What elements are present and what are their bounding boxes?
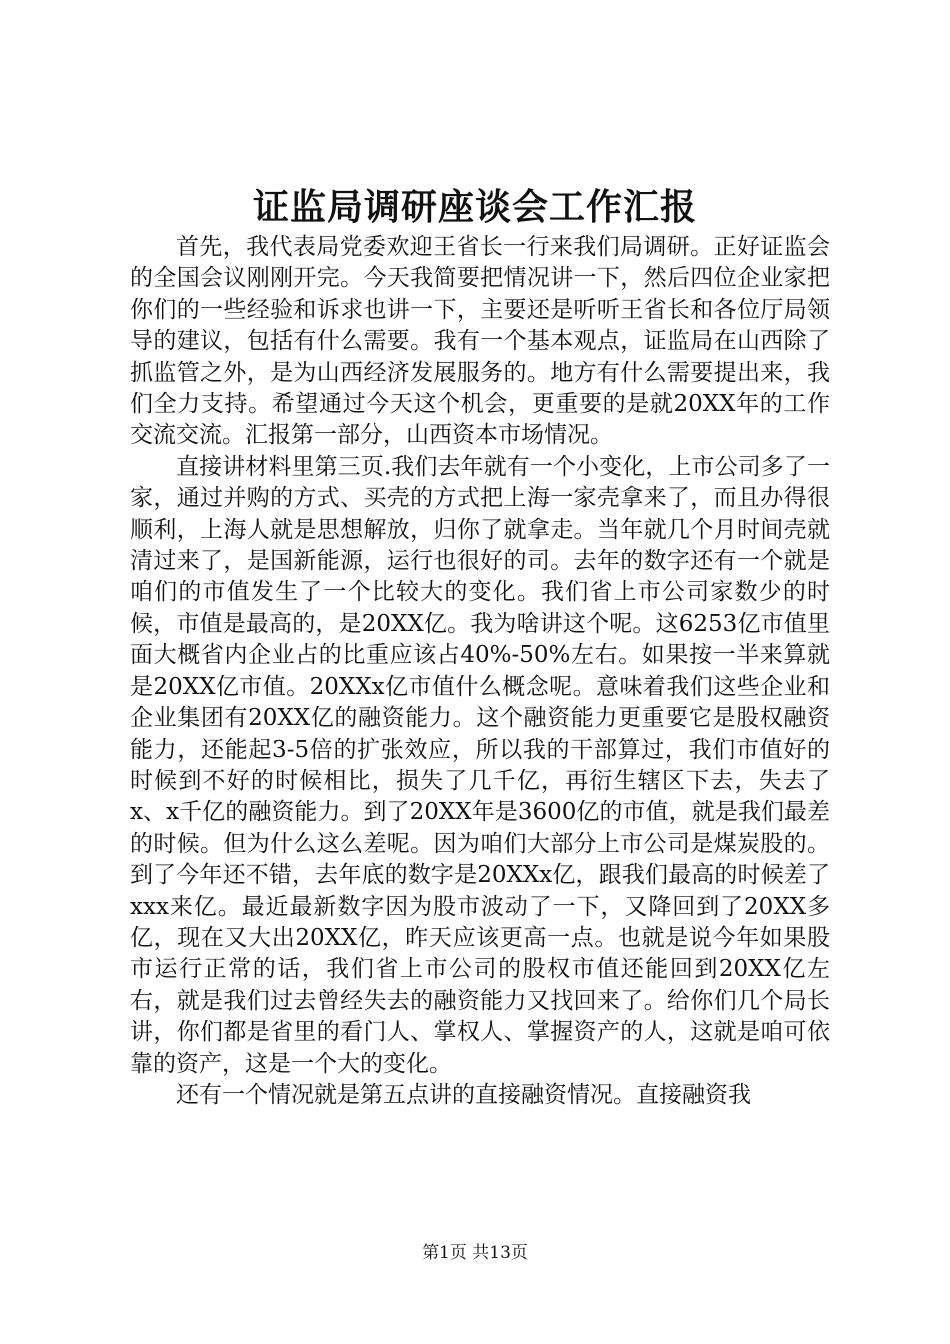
- paragraph-2: 直接讲材料里第三页.我们去年就有一个小变化，上市公司多了一家，通过并购的方式、买壳的方式把上海一家壳拿来了，而且办得很顺利，上海人就是思想解放，归你了就拿走。当年就几个月时间壳就清过来了，是国新能源，运行也很好的司。去年的数字还有一个就是咱们的市值发生了一个比较大的变化。我们省上市公司家数少的时候，市值是最高的，是20XX亿。我为啥讲这个呢。这6253亿市值里面大概省内企业占的比重应该占40%-50%左右。如果按一半来算就是20XX亿市值。20XXx亿市值什么概念呢。意味着我们这些企业和企业集团有20XX亿的融资能力。这个融资能力更重要它是股权融资能力，还能起3-5倍的扩张效应，所以我的干部算过，我们市值好的时候到不好的时候相比，损失了几千亿，再衍生辖区下去，失去了x、x千亿的融资能力。到了20XX年是3600亿的市值，就是我们最差的时候。但为什么这么差呢。因为咱们大部分上市公司是煤炭股的。到了今年还不错，去年底的数字是20XXx亿，跟我们最高的时候差了xxx来亿。最近最新数字因为股市波动了一下，又降回到了20XX多亿，现在又大出20XX亿，昨天应该更高一点。也就是说今年如果股市运行正常的话，我们省上市公司的股权市值还能回到20XX亿左右，就是我们过去曾经失去的融资能力又找回来了。给你们几个局长讲，你们都是省里的看门人、掌权人、掌握资产的人，这就是咱可依靠的资产，这是一个大的变化。: [130, 453, 830, 1077]
- paragraph-1: 首先，我代表局党委欢迎王省长一行来我们局调研。正好证监会的全国会议刚刚开完。今天我简要把情况讲一下，然后四位企业家把你们的一些经验和诉求也讲一下，主要还是听听王省长和各位厅局领导的建议，包括有什么需要。我有一个基本观点，证监局在山西除了抓监管之外，是为山西经济发展服务的。地方有什么需要提出来，我们全力支持。希望通过今天这个机会，更重要的是就20XX年的工作交流交流。汇报第一部分，山西资本市场情况。: [130, 234, 830, 449]
- page-number: 第1页: [422, 1243, 467, 1263]
- page-footer: [0, 1241, 950, 1265]
- document-body: [130, 232, 830, 1111]
- page-total: 共13页: [472, 1243, 528, 1263]
- paragraph-3: 还有一个情况就是第五点讲的直接融资情况。直接融资我: [176, 1081, 751, 1108]
- document-title: 证监局调研座谈会工作汇报: [252, 186, 697, 228]
